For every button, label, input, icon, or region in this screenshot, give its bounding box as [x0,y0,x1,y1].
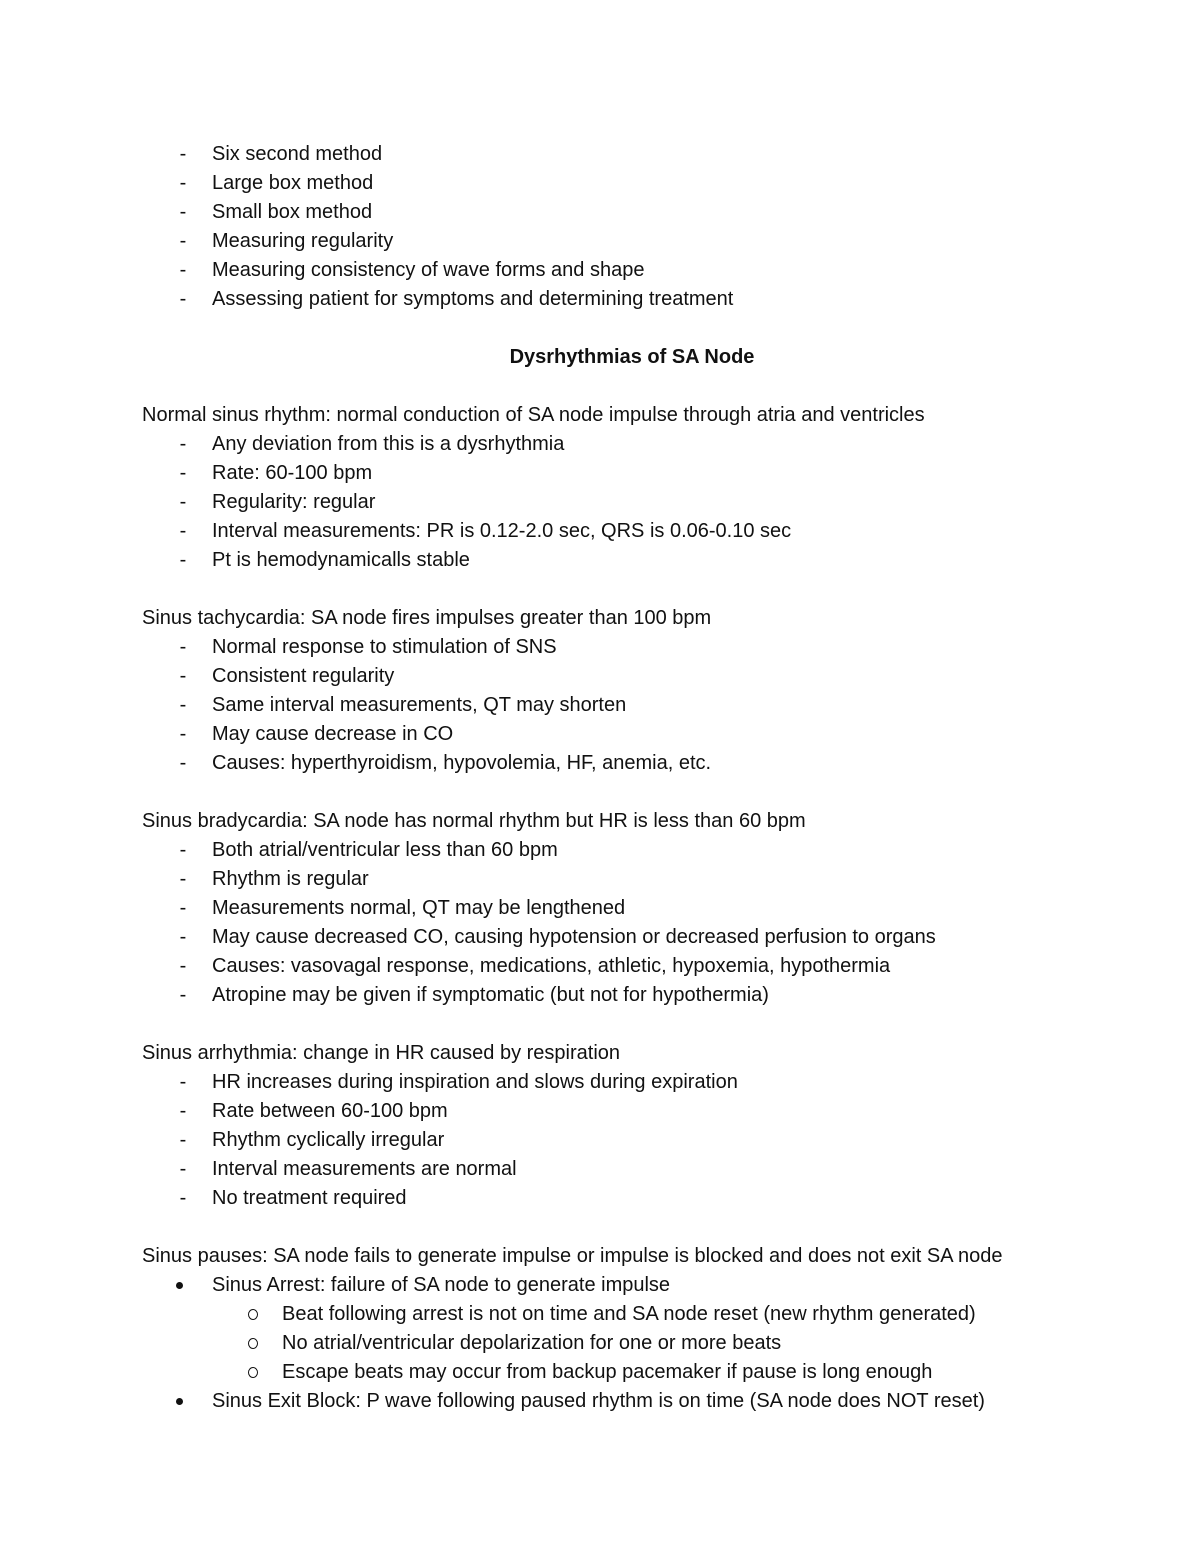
list-item [142,140,1122,169]
dash-marker: - [179,230,187,252]
section-title: Normal sinus rhythm: normal conduction of SA node impulse through atria and ventricles [142,404,925,426]
list-item-text: Six second method [212,143,383,165]
list-item [142,836,1122,865]
list-item-text: Same interval measurements, QT may shorten [212,694,627,716]
dash-marker: - [179,433,187,455]
list-item-text: Atropine may be given if symptomatic (but not for hypothermia) [212,984,769,1006]
section-list [142,430,1122,575]
section-list [142,633,1122,778]
dash-marker: - [179,723,187,745]
list-item [142,459,1122,488]
bullet-item-sinus-exit-block [142,1387,1122,1416]
list-item [142,285,1122,314]
dash-marker: - [179,665,187,687]
list-item [142,691,1122,720]
list-item [142,749,1122,778]
dash-marker: - [179,1071,187,1093]
section-sinus-bradycardia [142,807,1122,1010]
list-item [142,169,1122,198]
circle-marker [248,1309,258,1320]
dash-marker: - [179,1187,187,1209]
bullet-marker [176,1282,183,1289]
list-item [142,1155,1122,1184]
document-body [142,140,1122,1416]
list-item [142,662,1122,691]
list-item-text: Pt is hemodynamicalls stable [212,549,470,571]
list-item-text: Causes: vasovagal response, medications, athletic, hypoxemia, hypothermia [212,955,891,977]
list-item-text: Any deviation from this is a dysrhythmia [212,433,565,455]
section-title: Sinus arrhythmia: change in HR caused by respiration [142,1042,621,1064]
sub-item-text: Escape beats may occur from backup pacemaker if pause is long enough [282,1361,933,1383]
dash-marker: - [179,288,187,310]
dash-marker: - [179,549,187,571]
list-item [142,256,1122,285]
section-sinus-pauses [142,1242,1122,1416]
dash-marker: - [179,143,187,165]
list-item [142,430,1122,459]
dash-marker: - [179,752,187,774]
list-item-text: Rate: 60-100 bpm [212,462,373,484]
list-item [142,1126,1122,1155]
bullet-list [142,1271,1122,1416]
list-item [142,923,1122,952]
list-item [142,488,1122,517]
list-item [142,865,1122,894]
list-item-text: No treatment required [212,1187,407,1209]
section-normal-sinus-rhythm [142,401,1122,575]
bullet-item-text: Sinus Arrest: failure of SA node to generate impulse [212,1274,671,1296]
list-item-text: Both atrial/ventricular less than 60 bpm [212,839,558,861]
list-item [142,894,1122,923]
bullet-item-sinus-arrest [142,1271,1122,1300]
section-list [142,1068,1122,1213]
section-list [142,836,1122,1010]
list-item [142,952,1122,981]
list-item-text: May cause decrease in CO [212,723,454,745]
list-item-text: Measurements normal, QT may be lengthened [212,897,626,919]
list-item-text: Small box method [212,201,373,223]
list-item [142,633,1122,662]
sub-list-item [142,1329,1122,1358]
list-item-text: Interval measurements are normal [212,1158,517,1180]
list-item-text: Large box method [212,172,374,194]
sub-item-text: Beat following arrest is not on time and SA node reset (new rhythm generated) [282,1303,976,1325]
dash-marker: - [179,839,187,861]
section-sinus-tachycardia [142,604,1122,778]
list-item-text: HR increases during inspiration and slows during expiration [212,1071,738,1093]
list-item [142,720,1122,749]
sub-list-item [142,1358,1122,1387]
list-item-text: Causes: hyperthyroidism, hypovolemia, HF, anemia, etc. [212,752,712,774]
dash-marker: - [179,172,187,194]
dash-marker: - [179,897,187,919]
list-item [142,1097,1122,1126]
list-item [142,1068,1122,1097]
bullet-item-text: Sinus Exit Block: P wave following paused rhythm is on time (SA node does NOT reset) [212,1390,985,1412]
list-item-text: Measuring consistency of wave forms and shape [212,259,645,281]
dash-marker: - [179,1158,187,1180]
list-item-text: Assessing patient for symptoms and determining treatment [212,288,734,310]
list-item-text: Interval measurements: PR is 0.12-2.0 sec, QRS is 0.06-0.10 sec [212,520,792,542]
list-item [142,198,1122,227]
dash-marker: - [179,984,187,1006]
list-item-text: Rhythm cyclically irregular [212,1129,445,1151]
page-heading: Dysrhythmias of SA Node [509,346,755,368]
list-item [142,981,1122,1010]
dash-marker: - [179,694,187,716]
dash-marker: - [179,955,187,977]
section-sinus-arrhythmia [142,1039,1122,1213]
intro-list [142,140,1122,314]
section-title: Sinus pauses: SA node fails to generate impulse or impulse is blocked and does not exit SA node [142,1245,1003,1267]
list-item [142,546,1122,575]
section-title: Sinus tachycardia: SA node fires impulses greater than 100 bpm [142,607,712,629]
dash-marker: - [179,868,187,890]
list-item-text: Rhythm is regular [212,868,369,890]
list-item-text: Consistent regularity [212,665,395,687]
dash-marker: - [179,926,187,948]
list-item-text: Regularity: regular [212,491,376,513]
bullet-marker [176,1398,183,1405]
dash-marker: - [179,520,187,542]
list-item-text: Normal response to stimulation of SNS [212,636,557,658]
dash-marker: - [179,636,187,658]
dash-marker: - [179,201,187,223]
dash-marker: - [179,1100,187,1122]
dash-marker: - [179,462,187,484]
sub-list-item [142,1300,1122,1329]
list-item [142,227,1122,256]
dash-marker: - [179,259,187,281]
section-title: Sinus bradycardia: SA node has normal rhythm but HR is less than 60 bpm [142,810,806,832]
sub-item-text: No atrial/ventricular depolarization for one or more beats [282,1332,782,1354]
list-item-text: May cause decreased CO, causing hypotension or decreased perfusion to organs [212,926,936,948]
dash-marker: - [179,491,187,513]
circle-marker [248,1338,258,1349]
list-item-text: Rate between 60-100 bpm [212,1100,448,1122]
list-item [142,1184,1122,1213]
circle-marker [248,1367,258,1378]
list-item-text: Measuring regularity [212,230,394,252]
dash-marker: - [179,1129,187,1151]
list-item [142,517,1122,546]
